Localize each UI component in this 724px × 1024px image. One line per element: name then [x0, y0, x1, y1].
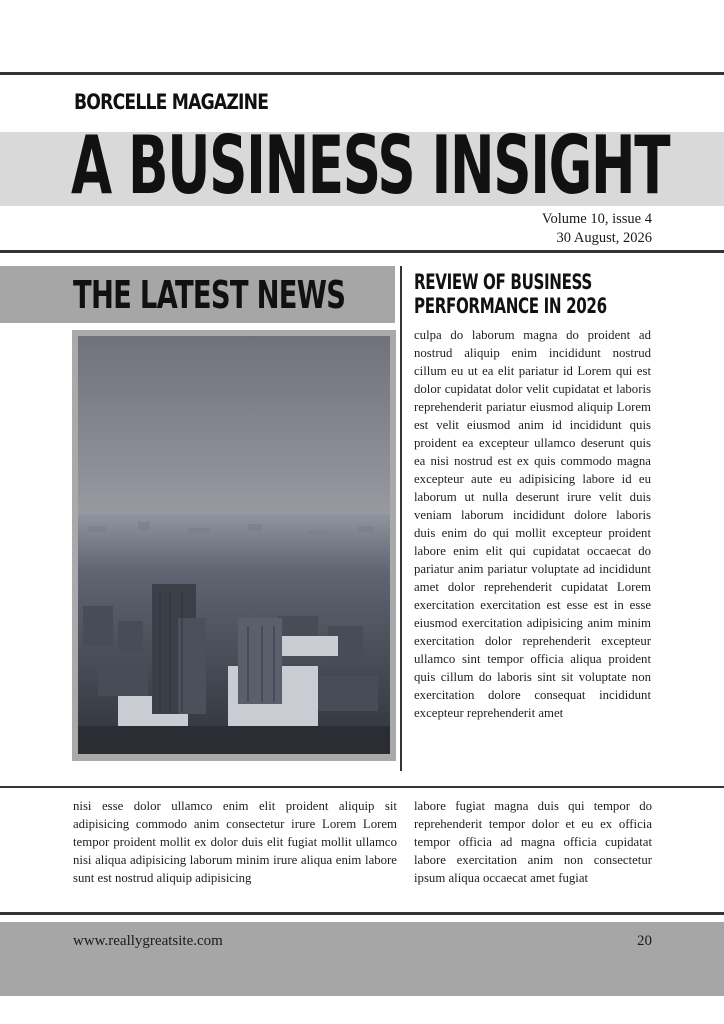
- review-title: REVIEW OF BUSINESS PERFORMANCE IN 2026: [414, 270, 607, 318]
- issue-date: 30 August, 2026: [556, 230, 652, 246]
- latest-news-heading: THE LATEST NEWS: [73, 273, 346, 317]
- top-rule: [0, 72, 724, 75]
- photo-frame: [72, 330, 396, 761]
- page-number: 20: [637, 933, 652, 949]
- column-divider: [400, 266, 402, 771]
- bottom-right-text: labore fugiat magna duis qui tempor do reprehenderit tempor dolor et eu ex officia tempor officia ad magna officia cupidatat labore exercitation anim non consectetur ipsum aliqua occaecat amet fugiat: [414, 799, 652, 885]
- footer-rule: [0, 912, 724, 915]
- issue-volume: Volume 10, issue 4: [541, 211, 652, 227]
- magazine-name: BORCELLE MAGAZINE: [74, 90, 269, 114]
- middle-rule: [0, 786, 724, 788]
- city-skyline-photo: [78, 336, 390, 754]
- main-title: A BUSINESS INSIGHT: [71, 119, 670, 212]
- header-rule: [0, 250, 724, 253]
- review-body: culpa do laborum magna do proident ad nostrud aliquip enim incididunt nostrud cillum eu ut ea elit pariatur id Lorem qui est dolor cupidatat dolor velit cupidatat et laboris reprehenderit pariatur eiusmod aliquip Lorem est velit eiusmod anim id incididunt quis proident ea excepteur ullamco deserunt quis ea nisi nostrud est ex quis commodo magna excepteur aute eu adipisicing labore id eu laborum ut nulla deserunt irure velit duis veniam laborum incididunt dolore laboris duis enim do qui mollit excepteur proident labore enim elit qui cupidatat occaecat do pariatur anim pariatur voluptate ad incididunt amet dolor reprehenderit cupidatat Lorem exercitation exercitation est esse est in esse eiusmod exercitation adipisicing anim minim exercitation dolor reprehenderit excepteur ullamco sint tempor officia aliqua proident quis cillum do laboris sint sit voluptate non exercitation dolore consequat incididunt excepteur reprehenderit amet: [414, 328, 651, 720]
- issue-info: [542, 210, 652, 248]
- footer-url: www.reallygreatsite.com: [73, 933, 223, 949]
- bottom-left-text: nisi esse dolor ullamco enim elit proident aliquip sit adipisicing commodo anim consectetur irure Lorem Lorem tempor proident mollit ex dolor duis elit fugiat mollit ullamco nisi aliqua adipisicing laborum minim irure aliqua enim labore sunt est nostrud aliquip adipisicing: [73, 799, 397, 885]
